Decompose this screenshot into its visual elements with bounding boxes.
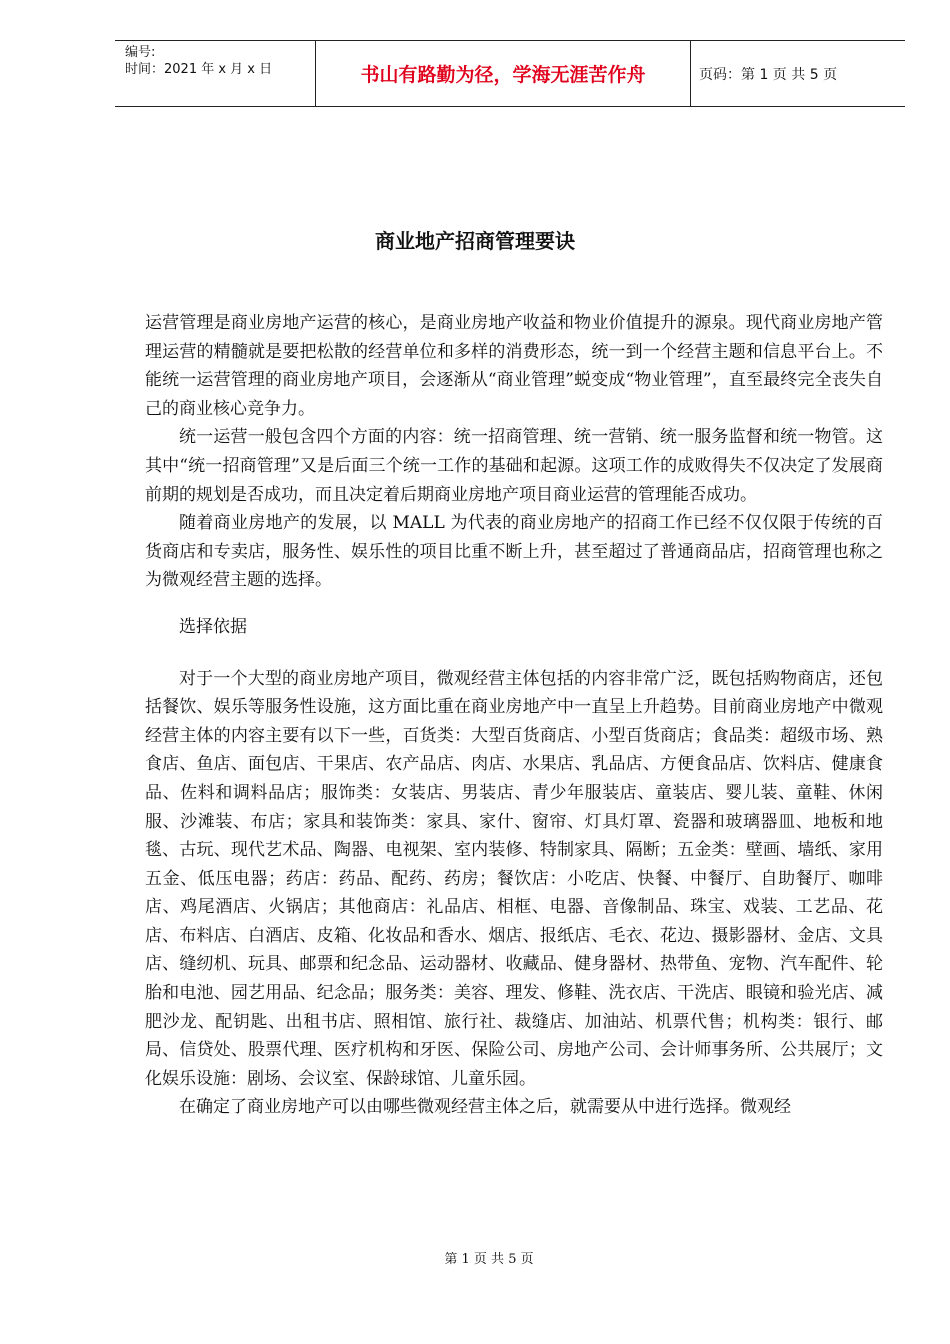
serial-number-label: 编号: bbox=[125, 45, 156, 60]
document-header bbox=[115, 40, 905, 107]
page-code-text: 页码：第 1 页 共 5 页 bbox=[699, 66, 838, 83]
paragraph: 运营管理是商业房地产运营的核心，是商业房地产收益和物业价值提升的源泉。现代商业房地产管理运营的精髓就是要把松散的经营单位和多样的消费形态，统一到一个经营主题和信息平台上。不能统一运营管理的商业房地产项目，会逐渐从“商业管理”蜕变成“物业管理”，直至最终完全丧失自己的商业核心竞争力。 bbox=[145, 313, 883, 419]
header-meta-cell bbox=[115, 41, 316, 106]
header-page-cell bbox=[691, 41, 905, 106]
document-body bbox=[145, 309, 883, 1122]
date-label: 时间：2021 年 x 月 x 日 bbox=[125, 62, 273, 77]
document-title: 商业地产招商管理要诀 bbox=[375, 229, 575, 253]
paragraph: 对于一个大型的商业房地产项目，微观经营主体包括的内容非常广泛，既包括购物商店，还包括餐饮、娱乐等服务性设施，这方面比重在商业房地产中一直呈上升趋势。目前商业房地产中微观经营主体的内容主要有以下一些，百货类：大型百货商店、小型百货商店；食品类：超级市场、熟食店、鱼店、面包店、干果店、农产品店、肉店、水果店、乳品店、方便食品店、饮料店、健康食品、佐料和调料品店；服饰类：女装店、男装店、青少年服装店、童装店、婴儿装、童鞋、休闲服、沙滩装、布店；家具和装饰类：家具、家什、窗帘、灯具灯罩、瓷器和玻璃器皿、地板和地毯、古玩、现代艺术品、陶器、电视架、室内装修、特制家具、隔断；五金类：壁画、墙纸、家用五金、低压电器；药店：药品、配药、药房；餐饮店：小吃店、快餐、中餐厅、自助餐厅、咖啡店、鸡尾酒店、火锅店；其他商店：礼品店、相框、电器、音像制品、珠宝、戏装、工艺品、花店、布料店、白酒店、皮箱、化妆品和香水、烟店、报纸店、毛衣、花边、摄影器材、金店、文具店、缝纫机、玩具、邮票和纪念品、运动器材、收藏品、健身器材、热带鱼、宠物、汽车配件、轮胎和电池、园艺用品、纪念品；服务类：美容、理发、修鞋、洗衣店、干洗店、眼镜和验光店、减肥沙龙、配钥匙、出租书店、照相馆、旅行社、裁缝店、加油站、机票代售；机构类：银行、邮局、信贷处、股票代理、医疗机构和牙医、保险公司、房地产公司、会计师事务所、公共展厅；文化娱乐设施：剧场、会议室、保龄球馆、儿童乐园。 bbox=[145, 668, 883, 1089]
paragraph: 在确定了商业房地产可以由哪些微观经营主体之后，就需要从中进行选择。微观经 bbox=[179, 1097, 791, 1118]
paragraph: 统一运营一般包含四个方面的内容：统一招商管理、统一营销、统一服务监督和统一物管。这其中“统一招商管理”又是后面三个统一工作的基础和起源。这项工作的成败得失不仅决定了发展商前期的规划是否成功，而且决定着后期商业房地产项目商业运营的管理能否成功。 bbox=[145, 427, 883, 505]
page-footer bbox=[0, 1248, 950, 1267]
header-motto-cell bbox=[316, 41, 691, 106]
footer-page-number: 第 1 页 共 5 页 bbox=[444, 1252, 534, 1267]
paragraph: 随着商业房地产的发展，以 MALL 为代表的商业房地产的招商工作已经不仅仅限于传统的百货商店和专卖店，服务性、娱乐性的项目比重不断上升，甚至超过了普通商品店，招商管理也称之为微观经营主题的选择。 bbox=[145, 513, 883, 591]
section-heading: 选择依据 bbox=[179, 616, 247, 637]
motto-text: 书山有路勤为径，学海无涯苦作舟 bbox=[360, 64, 646, 86]
